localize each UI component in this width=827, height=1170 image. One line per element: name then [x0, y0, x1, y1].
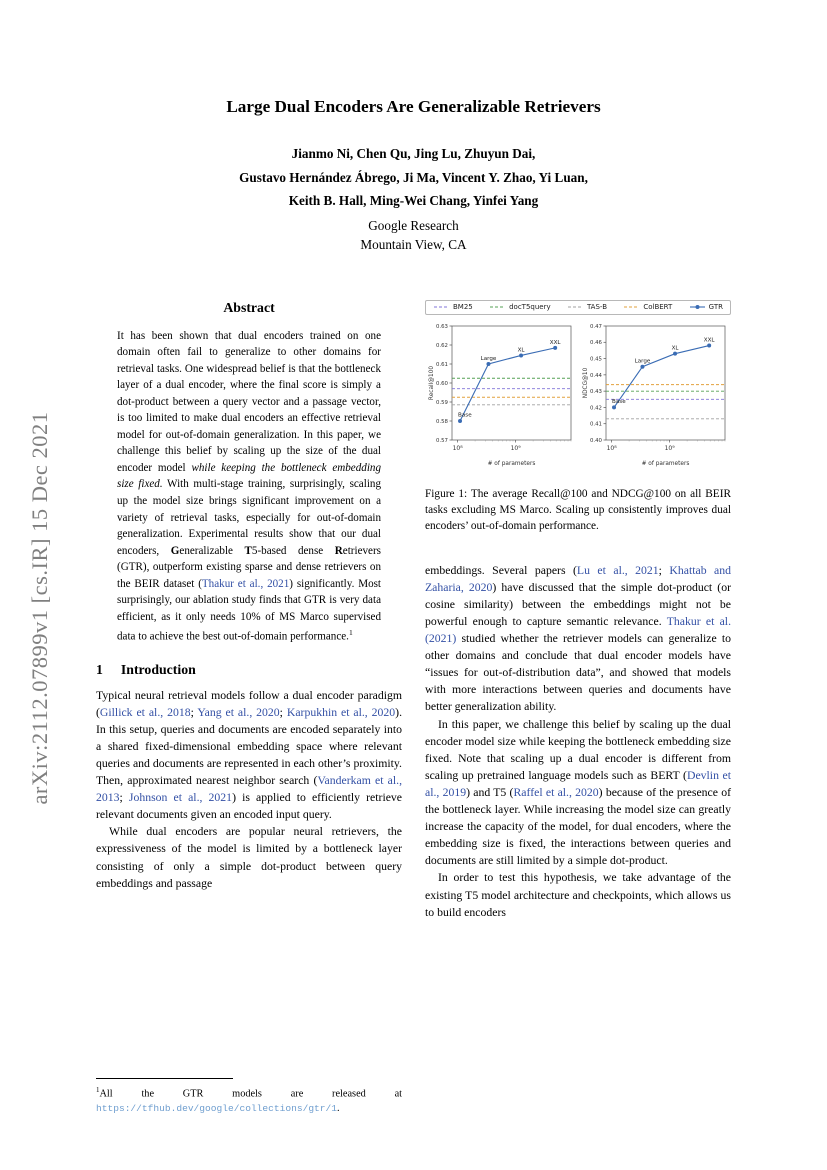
svg-text:10⁸: 10⁸	[606, 444, 617, 452]
citation-link[interactable]: Thakur et al., 2021	[201, 577, 290, 590]
paragraph: While dual encoders are popular neural retrievers, the expressiveness of the model is limited by a bottleneck layer consisting of only a simple dot-product between query embeddings and passage	[96, 825, 402, 890]
line-marker-swatch	[689, 303, 706, 311]
dashed-line-swatch	[567, 303, 584, 311]
right-column-text	[425, 562, 731, 921]
svg-text:0.59: 0.59	[435, 399, 448, 406]
right-column	[425, 300, 731, 921]
footnote-rule	[96, 1078, 233, 1079]
svg-text:0.47: 0.47	[589, 323, 602, 330]
section-number: 1	[96, 661, 103, 677]
figure1-chart-ndcg	[580, 318, 730, 473]
abstract-text: It has been shown that dual encoders trained on one domain often fail to generalize to other domains for retrieval tasks. One widespread belief is that the bottleneck layer of a dual encoder, where the final score is simply a dot-product between a query vector and a passage vector, is too limited to make dual encoders an effective retrieval model for out-of-domain generalization. In this paper, we challenge this belief by scaling up the size of the dual encoder model while keeping the bottleneck embedding size fixed. With multi-stage training, surprisingly, scaling up the model size brings significant improvement on a variety of retrieval tasks, especially for out-of-domain generalization. Experimental results show that our dual encoders, Generalizable T5-based dense Retrievers (GTR), outperform existing sparse and dense retrievers on the BEIR dataset (Thakur et al., 2021) significantly. Most surprisingly, our ablation study finds that GTR is very data efficient, as it only needs 10% of MS Marco supervised data to achieve the best out-of-domain performance.$^1$	[117, 329, 382, 644]
left-column	[96, 300, 402, 1116]
arxiv-watermark: arXiv:2112.07899v1 [cs.IR] 15 Dec 2021	[27, 411, 52, 805]
two-column-body	[0, 300, 827, 1116]
svg-text:0.45: 0.45	[589, 355, 602, 362]
legend-label: docT5query	[509, 303, 551, 311]
svg-text:# of parameters: # of parameters	[641, 460, 690, 467]
affiliation-location: Mountain View, CA	[360, 237, 467, 252]
paragraph: Typical neural retrieval models follow a dual encoder paradigm (Gillick et al., 2018; Yang et al., 2020; Karpukhin et al., 2020). In this setup, queries and documents are encoded separately into a shared fixed-dimensional embedding space where relevant queries and documents are represented in each other’s proximity. Then, approximated nearest neighbor search (Vanderkam et al., 2013; Johnson et al., 2021) is applied to efficiently retrieve relevant documents given an encoded input query.	[96, 688, 403, 822]
citation-link[interactable]: Devlin et al., 2019	[425, 768, 732, 799]
citation-link[interactable]: Raffel et al., 2020	[513, 785, 599, 799]
legend-label: TAS-B	[586, 303, 607, 311]
legend-label: ColBERT	[643, 303, 673, 311]
citation-link[interactable]: Karpukhin et al., 2020	[286, 705, 396, 719]
svg-text:0.46: 0.46	[589, 339, 602, 346]
svg-text:0.43: 0.43	[589, 388, 602, 395]
svg-text:10⁸: 10⁸	[452, 444, 463, 452]
svg-text:0.44: 0.44	[589, 372, 602, 379]
dashed-line-swatch	[489, 303, 506, 311]
affiliation: Google Research	[368, 217, 459, 233]
svg-text:0.41: 0.41	[589, 421, 602, 428]
citation-link[interactable]: Lu et al., 2021	[576, 563, 659, 577]
svg-text:0.63: 0.63	[435, 323, 448, 330]
dashed-line-swatch	[623, 303, 640, 311]
svg-text:XL: XL	[517, 346, 525, 353]
citation-link[interactable]: Johnson et al., 2021	[128, 791, 233, 805]
svg-text:Recall@100: Recall@100	[429, 365, 435, 400]
section-1-heading	[96, 662, 402, 678]
svg-text:Large: Large	[634, 358, 651, 365]
svg-text:Base: Base	[458, 412, 472, 418]
figure-1	[425, 300, 731, 535]
legend-label: GTR	[708, 303, 723, 311]
figure-charts	[425, 318, 731, 473]
author-line-2: Gustavo Hernández Ábrego, Ji Ma, Vincent Y. Zhao, Yi Luan,	[239, 169, 588, 185]
figure1-chart-recall	[426, 318, 576, 473]
legend-item	[567, 303, 607, 311]
svg-text:NDCG@10: NDCG@10	[583, 367, 589, 398]
dashed-line-swatch	[433, 303, 450, 311]
svg-text:0.61: 0.61	[435, 361, 448, 368]
svg-text:10⁹: 10⁹	[664, 444, 675, 452]
legend-item	[689, 303, 723, 311]
figure-caption: Figure 1: The average Recall@100 and NDCG@100 on all BEIR tasks excluding MS Marco. Scaling up consistently improves dual encoders’ out-of-domain performance.	[425, 487, 731, 533]
citation-link[interactable]: Thakur et al. (2021)	[425, 615, 732, 646]
abstract-heading: Abstract	[223, 299, 275, 315]
svg-text:XL: XL	[671, 345, 679, 352]
legend-item	[623, 303, 672, 311]
footnote-text: $^1$All the GTR models are released at https://tfhub.dev/google/collections/gtr/1.	[96, 1086, 402, 1114]
author-line-1: Jianmo Ni, Chen Qu, Jing Lu, Zhuyun Dai,	[291, 146, 536, 161]
url-link[interactable]: https://tfhub.dev/google/collections/gtr/1	[96, 1102, 338, 1114]
author-line-3: Keith B. Hall, Ming-Wei Chang, Yinfei Yang	[288, 193, 539, 208]
citation-link[interactable]: Yang et al., 2020	[197, 705, 280, 719]
footnote	[96, 1072, 402, 1115]
svg-text:0.40: 0.40	[589, 437, 602, 444]
svg-text:0.42: 0.42	[589, 404, 602, 411]
citation-link[interactable]: Khattab and Zaharia, 2020	[425, 563, 732, 594]
paragraph: embeddings. Several papers (Lu et al., 2021; Khattab and Zaharia, 2020) have discussed that the simple dot-product (or cosine similarity) between the embeddings might not be powerful enough to capture semantic relevance. Thakur et al. (2021) studied whether the retriever models can generalize to other domains and conclude that dual encoder models have “issues for out-of-distribution data”, and showed that models with more interactions between queries and documents have better generalization ability.	[425, 563, 732, 714]
legend-item	[489, 303, 551, 311]
svg-text:XXL: XXL	[549, 339, 561, 346]
paragraph: In order to test this hypothesis, we take advantage of the existing T5 model architecture and checkpoints, which allows us to build encoders	[425, 871, 731, 919]
svg-text:Large: Large	[480, 355, 497, 362]
svg-text:0.57: 0.57	[435, 437, 448, 444]
citation-link[interactable]: Gillick et al., 2018	[99, 705, 191, 719]
svg-text:Base: Base	[612, 398, 626, 405]
svg-text:0.60: 0.60	[435, 380, 448, 387]
citation-link[interactable]: Vanderkam et al., 2013	[96, 774, 403, 805]
svg-text:0.58: 0.58	[435, 418, 448, 425]
figure-legend	[425, 300, 731, 315]
legend-item	[433, 303, 473, 311]
affiliation-block	[0, 216, 827, 255]
svg-text:# of parameters: # of parameters	[487, 460, 536, 467]
section-title: Introduction	[120, 661, 196, 677]
svg-text:0.62: 0.62	[435, 342, 448, 349]
paper-title: Large Dual Encoders Are Generalizable Retrievers	[226, 97, 601, 116]
paragraph: In this paper, we challenge this belief by scaling up the dual encoder model size while keeping the bottleneck embedding size fixed. Note that scaling up a dual encoder is different from scaling up pretrained language models such as BERT (Devlin et al., 2019) and T5 (Raffel et al., 2020) because of the presence of the bottleneck layer. While increasing the model size can greatly increase the capacity of the model, for dual encoders, where the embedding size is fixed, the interactions between queries and documents are still limited by a simple dot-product.	[425, 717, 732, 868]
author-block	[0, 142, 827, 213]
legend-label: BM25	[453, 303, 473, 311]
svg-text:XXL: XXL	[703, 337, 715, 344]
svg-text:10⁹: 10⁹	[510, 444, 521, 452]
